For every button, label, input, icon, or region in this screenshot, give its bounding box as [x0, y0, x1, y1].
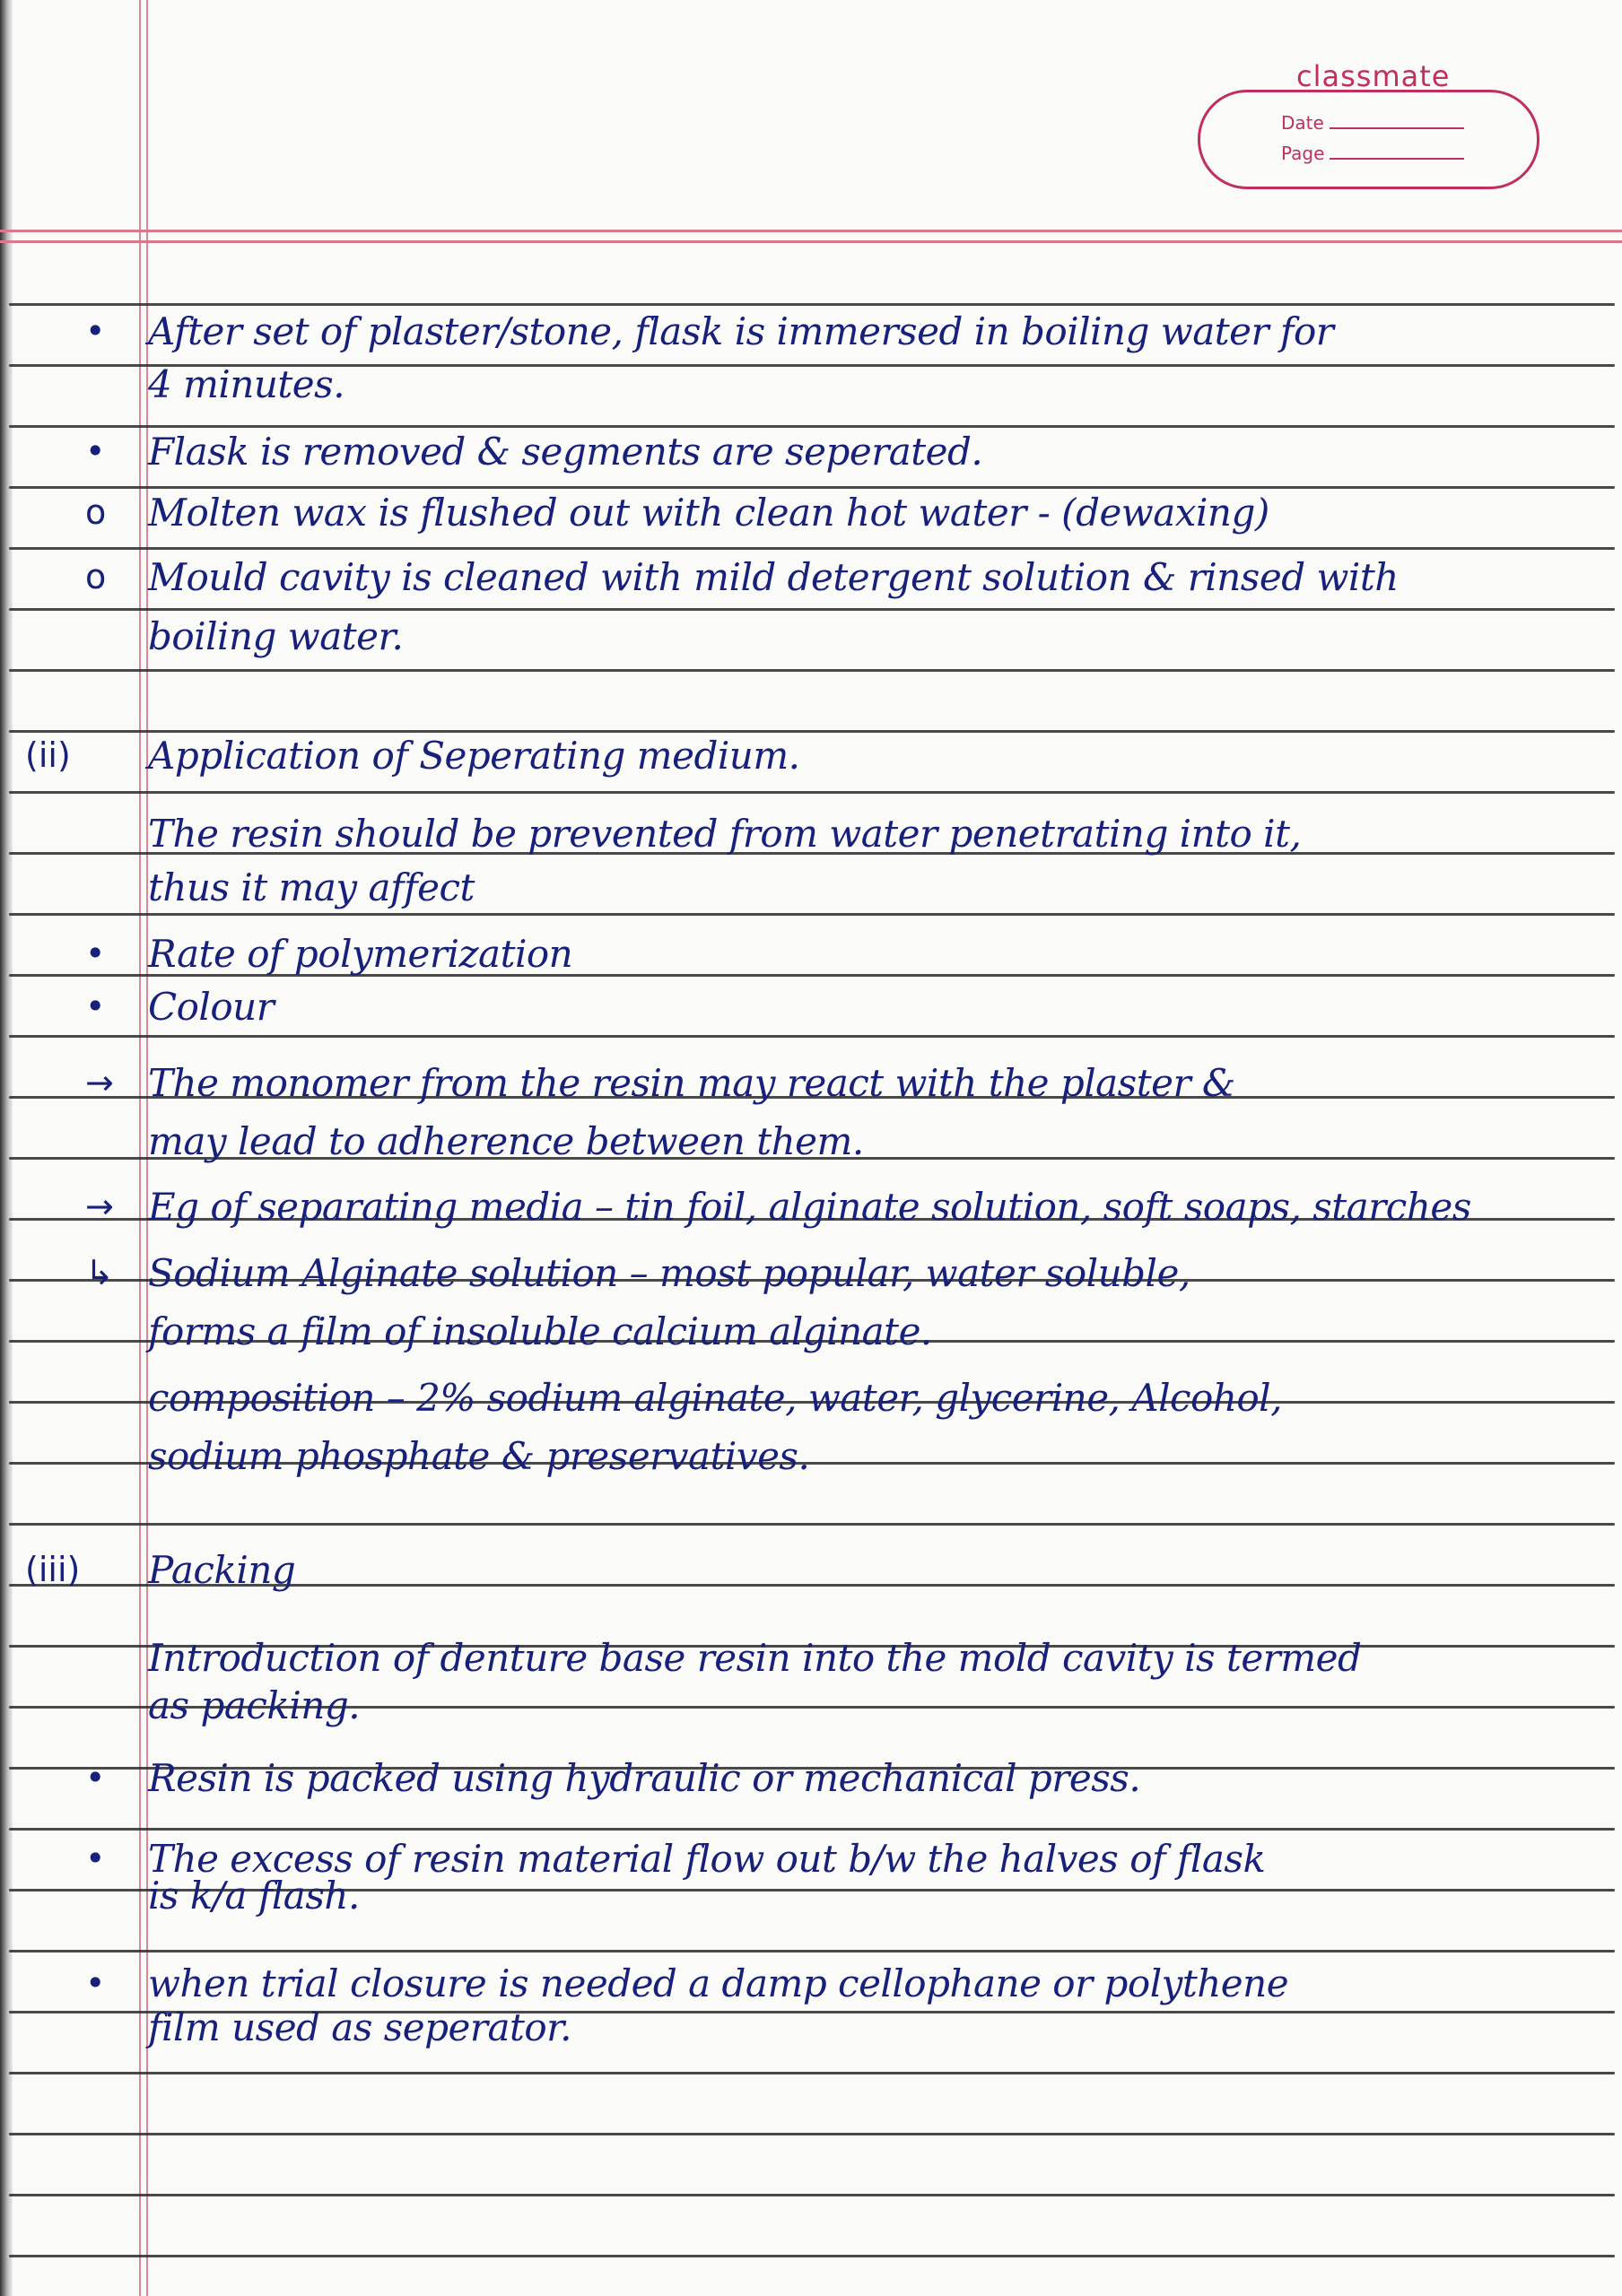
note-line: Molten wax is flushed out with clean hot water - (dewaxing): [148, 491, 1269, 535]
ruled-line: [9, 1035, 1615, 1038]
ruled-line: [9, 547, 1615, 550]
note-line: Packing: [148, 1548, 296, 1592]
ruled-line: [9, 425, 1615, 428]
note-line: as packing.: [148, 1683, 361, 1727]
note-line: forms a film of insoluble calcium alginate.: [148, 1309, 932, 1353]
line-marker: •: [85, 431, 106, 471]
page-label: Page: [1281, 143, 1325, 164]
ruled-line: [9, 1950, 1615, 1952]
line-marker: •: [85, 1758, 106, 1797]
note-line: film used as seperator.: [148, 2005, 571, 2049]
note-line: The excess of resin material flow out b/w the halves of flask: [148, 1837, 1266, 1881]
line-marker: ↳: [85, 1253, 114, 1292]
ruled-line: [9, 791, 1615, 794]
note-line: Introduction of denture base resin into the mold cavity is termed: [148, 1636, 1362, 1680]
line-marker: (ii): [25, 735, 71, 775]
note-line: Colour: [148, 985, 275, 1029]
note-line: sodium phosphate & preservatives.: [148, 1434, 810, 1478]
ruled-line: [9, 2133, 1615, 2135]
note-line: Rate of polymerization: [148, 932, 573, 976]
note-line: Application of Seperating medium.: [148, 734, 800, 778]
line-marker: o: [85, 557, 107, 596]
ruled-line: [9, 2072, 1615, 2074]
line-marker: →: [85, 1187, 114, 1226]
line-marker: (iii): [25, 1550, 81, 1589]
ruled-line: [9, 1828, 1615, 1831]
ruled-line: [9, 913, 1615, 916]
note-line: when trial closure is needed a damp cellophane or polythene: [148, 1961, 1289, 2005]
date-label: Date: [1281, 112, 1324, 134]
note-line: boiling water.: [148, 614, 404, 658]
note-line: composition – 2% sodium alginate, water, glycerine, Alcohol,: [148, 1376, 1282, 1420]
line-marker: →: [85, 1063, 114, 1102]
line-marker: •: [85, 1963, 106, 2003]
line-marker: •: [85, 987, 106, 1026]
note-line: Flask is removed & segments are seperated.: [148, 430, 983, 474]
brand-logo: classmate: [1296, 59, 1451, 93]
header-line: [0, 240, 1622, 243]
note-line: Mould cavity is cleaned with mild detergent solution & rinsed with: [148, 555, 1399, 599]
ruled-line: [9, 669, 1615, 672]
note-line: The monomer from the resin may react with the plaster &: [148, 1061, 1235, 1105]
note-line: Sodium Alginate solution – most popular, water soluble,: [148, 1251, 1190, 1295]
date-page-box: [1198, 90, 1539, 189]
line-marker: •: [85, 934, 106, 973]
note-line: Resin is packed using hydraulic or mechanical press.: [148, 1756, 1141, 1800]
ruled-line: [9, 2194, 1615, 2196]
ruled-line: [9, 1523, 1615, 1526]
note-line: Eg of separating media – tin foil, alginate solution, soft soaps, starches: [148, 1185, 1471, 1229]
line-marker: o: [85, 492, 107, 532]
line-marker: •: [85, 1839, 106, 1878]
ruled-line: [9, 303, 1615, 306]
ruled-line: [9, 608, 1615, 611]
note-line: is k/a flash.: [148, 1874, 360, 1918]
note-line: After set of plaster/stone, flask is immersed in boiling water for: [148, 309, 1334, 353]
note-line: may lead to adherence between them.: [148, 1119, 864, 1163]
note-line: 4 minutes.: [148, 362, 345, 406]
header-line: [0, 230, 1622, 232]
ruled-line: [9, 2255, 1615, 2257]
line-marker: •: [85, 311, 106, 351]
note-line: thus it may affect: [148, 865, 475, 909]
ruled-line: [9, 730, 1615, 733]
ruled-line: [9, 486, 1615, 489]
note-line: The resin should be prevented from water penetrating into it,: [148, 812, 1302, 856]
